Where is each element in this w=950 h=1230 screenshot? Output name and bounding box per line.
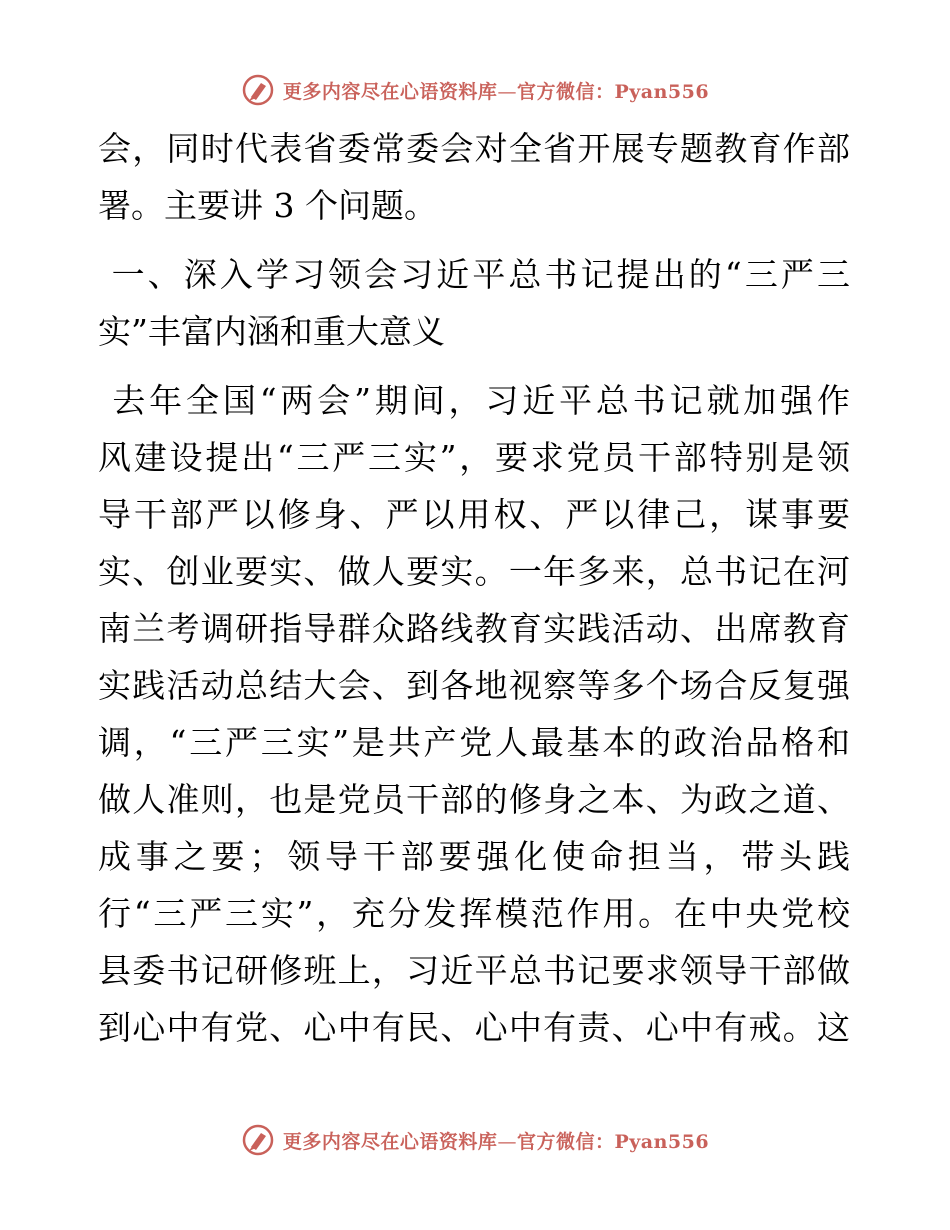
watermark-text: 更多内容尽在心语资料库—官方微信：Pyan556 (282, 1130, 710, 1153)
text-line: 调，“三严三实”是共产党人最基本的政治品格和 (98, 723, 850, 762)
watermark-header (0, 70, 950, 110)
document-body (98, 120, 850, 1056)
text-line: 做人准则，也是党员干部的修身之本、为政之道、 (98, 780, 850, 819)
text-line: 会，同时代表省委常委会对全省开展专题教育作部 (98, 129, 850, 168)
watermark-text: 更多内容尽在心语资料库—官方微信：Pyan556 (282, 80, 710, 103)
text-line: 导干部严以修身、严以用权、严以律己，谋事要 (98, 495, 850, 534)
text-line: 县委书记研修班上，习近平总书记要求领导干部做 (98, 951, 850, 990)
text-line: 南兰考调研指导群众路线教育实践活动、出席教育 (98, 609, 850, 648)
text-line: 实践活动总结大会、到各地视察等多个场合反复强 (98, 666, 850, 705)
watermark-footer (0, 1120, 950, 1160)
text-line: 成事之要；领导干部要强化使命担当，带头践 (98, 837, 850, 876)
text-line: 署。主要讲 3 个问题。 (98, 186, 437, 225)
pen-nib-logo-icon (241, 73, 275, 107)
text-line: 风建设提出“三严三实”，要求党员干部特别是领 (98, 438, 850, 477)
pen-nib-logo-icon (241, 1123, 275, 1157)
text-line: 去年全国“两会”期间，习近平总书记就加强作 (98, 381, 850, 420)
heading-line: 实”丰富内涵和重大意义 (98, 312, 445, 351)
section-heading (98, 246, 850, 360)
text-line: 实、创业要实、做人要实。一年多来，总书记在河 (98, 552, 850, 591)
text-line: 行“三严三实”，充分发挥模范作用。在中央党校 (98, 894, 850, 933)
text-line: 到心中有党、心中有民、心中有责、心中有戒。这 (98, 1008, 850, 1047)
paragraph-body (98, 372, 850, 1056)
heading-line: 一、深入学习领会习近平总书记提出的“三严三 (98, 255, 850, 294)
paragraph-continuation (98, 120, 850, 234)
